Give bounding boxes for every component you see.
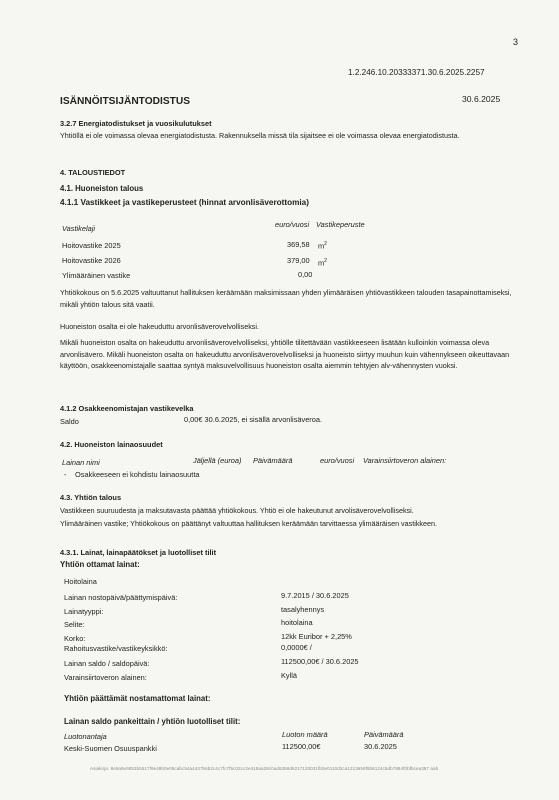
page-number: 3 <box>513 37 519 47</box>
section-42-heading: 4.2. Huoneiston lainaosuudet <box>60 440 163 449</box>
loan-name: Hoitolaina <box>64 577 97 586</box>
col-paivamaara: Päivämäärä <box>253 456 293 465</box>
section-411-paragraph-1: Yhtiökokous on 5.6.2025 valtuuttanut hallituksen keräämään maksimissaan yhden ylimääräisen yhtiövastikkeen talouden tasapainottamiseksi, mikäli yhtiön talous sitä vaatii. <box>60 288 512 309</box>
lender-date: 30.6.2025 <box>364 742 397 751</box>
fee-row-label: Hoitovastike 2025 <box>62 241 121 250</box>
loan-field-label: Lainan nostopäivä/päättymispäivä: <box>64 593 178 602</box>
fee-row-amount: 369,58 <box>287 240 310 249</box>
col-varainsiirtovero: Varainsiirtoveron alainen: <box>363 456 447 465</box>
loan-field-value: 9.7.2015 / 30.6.2025 <box>281 591 349 600</box>
list-dash: - <box>64 470 67 479</box>
fee-row-amount: 379,00 <box>287 256 310 265</box>
document-date: 30.6.2025 <box>462 94 501 104</box>
company-loans-heading: Yhtiön ottamat lainat: <box>60 560 140 569</box>
loan-field-label: Korko: <box>64 634 86 643</box>
section-412-heading: 4.1.2 Osakkeenomistajan vastikevelka <box>60 404 194 413</box>
loan-field-value: 12kk Euribor + 2,25% <box>281 632 352 641</box>
col-vastikeperuste: Vastikeperuste <box>316 220 365 229</box>
loan-field-label: Selite: <box>64 620 85 629</box>
loan-field-label: Varainsiirtoveron alainen: <box>64 673 147 682</box>
col-euro-vuosi: euro/vuosi <box>275 220 310 229</box>
loan-field-value: tasalyhennys <box>281 605 325 614</box>
document-title: ISÄNNÖITSIJÄNTODISTUS <box>60 96 190 107</box>
section-327-text: Yhtiöllä ei ole voimassa olevaa energiatodistusta. Rakennuksella missä tila sijaitsee ei ole voimassa olevaa energiatodistusta. <box>60 131 460 140</box>
loan-field-value: Kyllä <box>281 671 298 680</box>
debt-value: 0,00€ 30.6.2025, ei sisällä arvonlisäveroa. <box>184 415 323 424</box>
lender-amount: 112500,00€ <box>282 742 321 751</box>
unraised-loans-heading: Yhtiön päättämät nostamattomat lainat: <box>64 694 211 703</box>
loan-field-label: Rahoitusvastike/vastikeyksikkö: <box>64 644 168 653</box>
bank-balance-heading: Lainan saldo pankeittain / yhtiön luotolliset tilit: <box>64 717 241 726</box>
loan-field-value: 0,0000€ / <box>281 643 312 652</box>
section-411-paragraph-3: Mikäli huoneiston osalta on hakeuduttu arvonlisäverovelvolliseksi, yhtiölle tilitettävään vastikkeeseen lisätään kulloinkin voimassa oleva arvonlisävero. Mikäli huoneiston osalta on hakeuduttu arvonlisäverovelvolliseksi ja huoneisto siirtyy muuhun kuin vähennykseen oikeuttavaan käyttöön, osakkeenomistajalle saattaa syntyä maksuvelvollisuus huoneiston osalta aiemmin tehtyjen alv-vähennysten vuoksi. <box>60 338 510 370</box>
loan-field-value: 112500,00€ / 30.6.2025 <box>281 657 359 666</box>
loan-field-label: Lainan saldo / saldopäivä: <box>64 659 150 668</box>
section-411-heading: 4.1.1 Vastikkeet ja vastikeperusteet (hinnat arvonlisäverottomia) <box>60 198 309 207</box>
col-jaljella: Jäljellä (euroa) <box>193 456 242 465</box>
col-luotonantaja: Luotonantaja <box>64 732 107 741</box>
section-43-heading: 4.3. Yhtiön talous <box>60 493 122 502</box>
section-43-paragraph-1: Vastikkeen suuruudesta ja maksutavasta päättää yhtiökokous. Yhtiö ei ole hakeutunut arvolisäverovelvolliseksi. <box>60 506 414 515</box>
debt-label: Saldo <box>60 417 79 426</box>
section-431-heading: 4.3.1. Lainat, lainapäätökset ja luotolliset tilit <box>60 548 217 557</box>
section-41-heading: 4.1. Huoneiston talous <box>60 184 144 193</box>
lender-name: Keski-Suomen Osuuspankki <box>64 744 157 753</box>
col-paivamaara: Päivämäärä <box>364 730 404 739</box>
document-id: 1.2.246.10.20333371.30.6.2025.2257 <box>348 68 485 77</box>
document-footer-hash: Asiakirja: 8e5a9e9853b5517f9e48b0e05cabc54a4437b6b2c4c7fc7f5c02cc2e419aa28c0ad6358d6217120031fb0e0110d2ca1213659f5b6124c5db7884f0bfbcea387 aab <box>90 766 439 771</box>
col-vastikelaji: Vastikelaji <box>62 224 95 233</box>
section-411-paragraph-2: Huoneiston osalta ei ole hakeuduttu arvonlisäverovelvolliseksi. <box>60 322 259 331</box>
col-lainan-nimi: Lainan nimi <box>62 458 100 467</box>
section-43-paragraph-2: Ylimääräinen vastike; Yhtiökokous on päättänyt valtuuttaa hallituksen keräämään tarvittaessa ylimääräisen vastikkeen. <box>60 519 438 528</box>
fee-row-label: Hoitovastike 2026 <box>62 256 121 265</box>
section-4-heading: 4. TALOUSTIEDOT <box>60 168 126 177</box>
fee-row-amount: 0,00 <box>298 270 313 279</box>
no-loan-share-text: Osakkeeseen ei kohdistu lainaosuutta <box>75 470 200 479</box>
fee-row-unit: $m^2$ <box>318 258 327 268</box>
loan-field-label: Lainatyyppi: <box>64 607 104 616</box>
section-327-heading: 3.2.7 Energiatodistukset ja vuosikulutukset <box>60 119 212 128</box>
fee-row-unit: $m^2$ <box>318 241 327 251</box>
col-euro-vuosi: euro/vuosi <box>320 456 355 465</box>
loan-field-value: hoitolaina <box>281 618 313 627</box>
col-luoton-maara: Luoton määrä <box>282 730 328 739</box>
fee-row-label: Ylimääräinen vastike <box>62 271 131 280</box>
